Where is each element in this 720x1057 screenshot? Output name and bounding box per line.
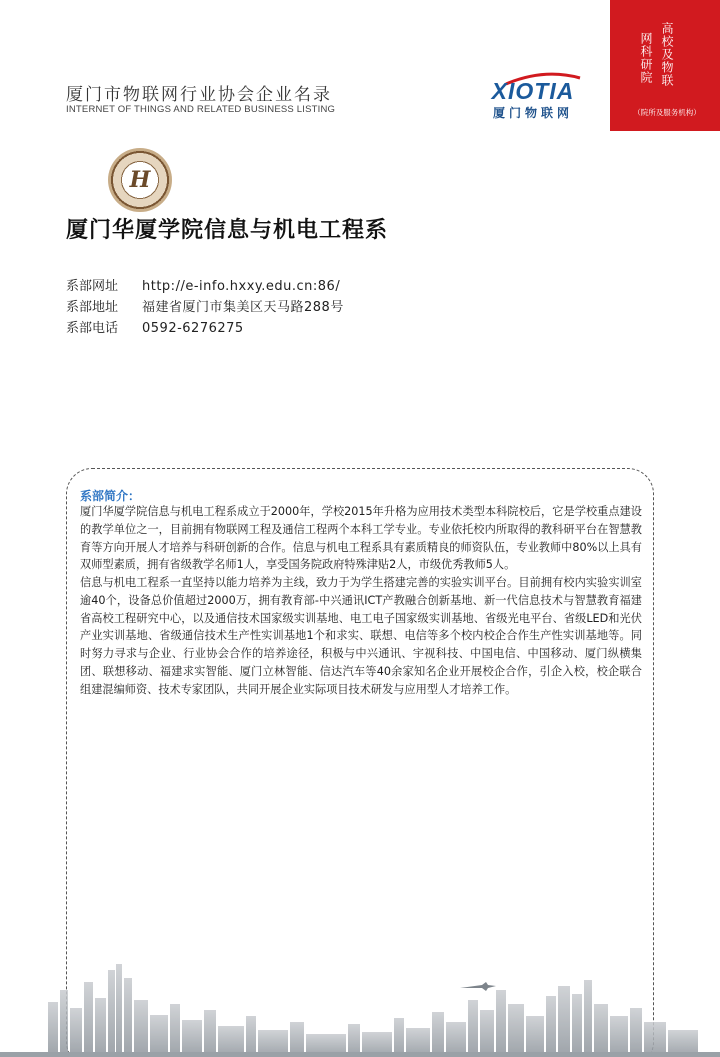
intro-paragraph: 厦门华厦学院信息与机电工程系成立于2000年，学校2015年升格为应用技术类型本科院校后，它是学校重点建设的教学单位之一，目前拥有物联网工程及通信工程两个本科工学专业。专业依托校内所取得的教科研平台在智慧教育等方向开展人才培养与科研创新的合作。信息与机电工程系具有素质精良的师资队伍，专业教师中80%以上具有双师型素质，拥有省级教学名师1人，享受国务院政府特殊津贴2人，市级优秀教师5人。 xyxy=(80,505,642,572)
intro-body xyxy=(80,503,642,698)
listing-title: 厦门市物联网行业协会企业名录 xyxy=(66,85,332,105)
emblem-mark-icon: H xyxy=(129,167,151,193)
category-line-1: 高校及物联 xyxy=(660,22,674,87)
contact-phone xyxy=(66,317,244,336)
contact-phone-label: 系部电话 xyxy=(66,321,119,336)
intro-heading: 系部简介： xyxy=(80,489,141,503)
city-skyline-illustration xyxy=(0,960,720,1057)
contact-website xyxy=(66,275,340,294)
contact-website-label: 系部网址 xyxy=(66,279,119,294)
xiotia-logo xyxy=(470,72,600,124)
contact-phone-value: 0592-6276275 xyxy=(142,321,244,336)
intro-paragraph: 信息与机电工程系一直坚持以能力培养为主线，致力于为学生搭建完善的实验实训平台。目前拥有校内实验实训室逾40个，设备总价值超过2000万，拥有教育部-中兴通讯ICT产教融合创新基地、新一代信息技术与智慧教育福建省高校工程研究中心，以及通信技术国家级实训基地、电工电子国家级实训基地、省级光电平台、省级LED和光伏产业实训基地、省级通信技术生产性实训基地1个和求实、联想、电信等多个校内校企合作生产性实训基地等。同时努力寻求与企业、行业协会合作的培养途径，积极与中兴通讯、宇视科技、中国电信、中国移动、厦门纵横集团、联想移动、福建求实智能、厦门立林智能、信达汽车等40余家知名企业开展校企合作，引企入校，校企联合组建混编师资、技术专家团队，共同开展企业实际项目技术研发与应用型人才培养工作。 xyxy=(80,576,642,696)
contact-address-label: 系部地址 xyxy=(66,300,119,315)
contact-website-value[interactable]: http://e-info.hxxy.edu.cn:86/ xyxy=(142,279,341,294)
logo-wordmark: XIOTIA xyxy=(491,78,575,104)
category-note: （院所及服务机构） xyxy=(633,108,701,117)
college-emblem xyxy=(108,148,172,212)
contact-address xyxy=(66,296,344,315)
logo-chinese-name: 厦门物联网 xyxy=(492,106,573,120)
listing-subtitle: INTERNET OF THINGS AND RELATED BUSINESS LISTING xyxy=(66,104,336,115)
category-line-2: 网科研院 xyxy=(639,32,653,84)
organization-name: 厦门华厦学院信息与机电工程系 xyxy=(66,218,389,243)
contact-address-value: 福建省厦门市集美区天马路288号 xyxy=(142,300,344,315)
